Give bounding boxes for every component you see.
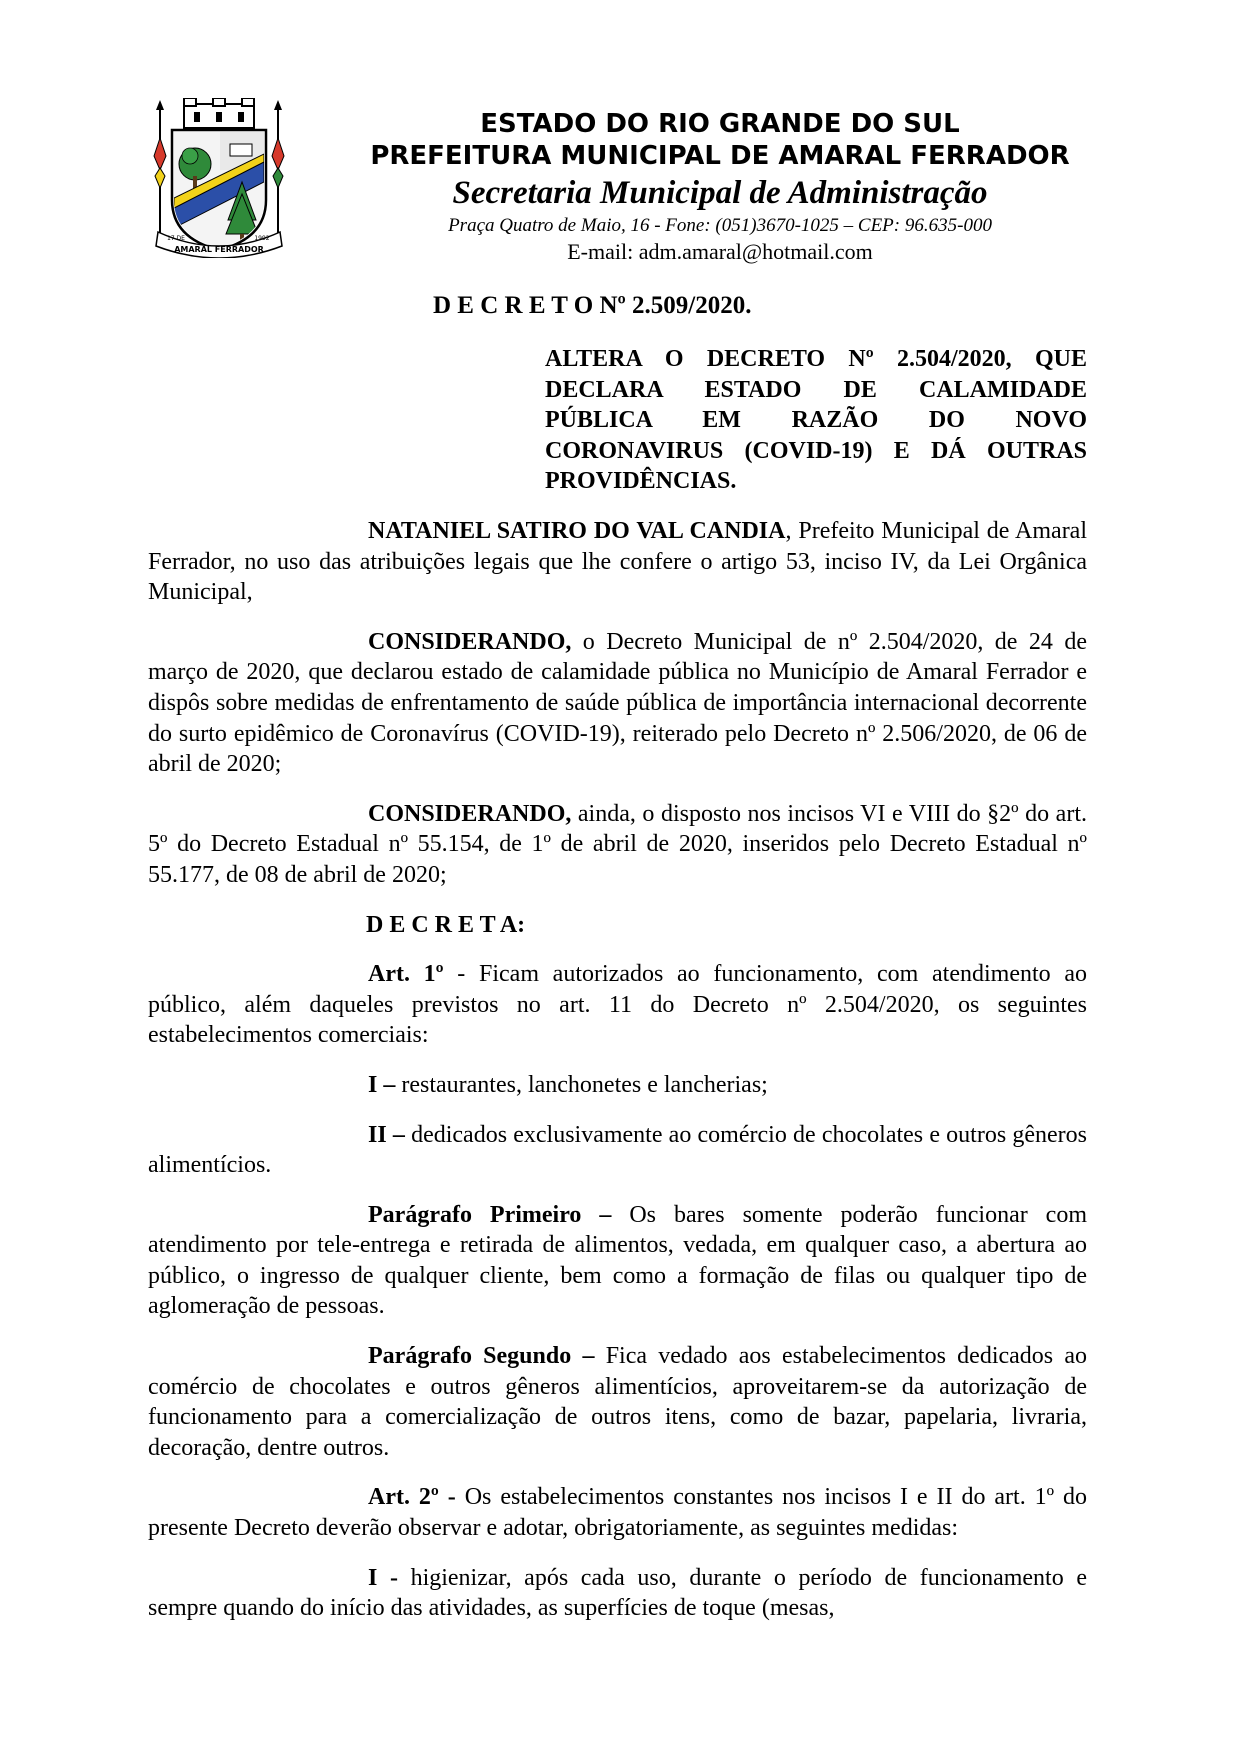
considerando-text-2: ainda, o disposto nos incisos VI e VIII do §2º do art. 5º do Decreto Estadual nº 55.154, de 1º de abril de 2020, inseridos pelo Decreto Estadual nº 55.177, de 08 de abril de 2020; (148, 800, 1087, 888)
paragraph-second-text: Fica vedado aos estabelecimentos dedicados ao comércio de chocolates e outros gêneros alimentícios, aproveitarem-se da autorização de funcionamento para a comercialização de outros itens, como de bazar, papelaria, livraria, decoração, dentre outros. (148, 1343, 1088, 1461)
article-1-text: - Ficam autorizados ao funcionamento, com atendimento ao público, além daqueles previstos no art. 11 do Decreto nº 2.504/2020, os seguintes estabelecimentos comerciais: (148, 961, 1088, 1049)
header-prefecture: PREFEITURA MUNICIPAL DE AMARAL FERRADOR (370, 141, 1070, 171)
decreta-heading: D E C R E T A: (366, 911, 526, 938)
mayor-name: NATANIEL SATIRO DO VAL CANDIA (368, 518, 786, 544)
inciso-1 (148, 1070, 1087, 1101)
considerando-lead-2: CONSIDERANDO, (368, 800, 572, 827)
article-2-lead: Art. 2º - (368, 1484, 456, 1511)
considerando-text-1: o Decreto Municipal de nº 2.504/2020, de 24 de março de 2020, que declarou estado de calamidade pública no Município de Amaral Ferrador e dispôs sobre medidas de enfrentamento de saúde pública de importância internacional decorrente do surto epidêmico de Coronavírus (COVID-19), reiterado pelo Decreto nº 2.506/2020, de 06 de abril de 2020; (148, 628, 1087, 778)
article-1 (148, 959, 1087, 1051)
considerando-paragraph-1 (148, 627, 1087, 780)
coat-of-arms-icon (150, 98, 288, 258)
inciso-2-text: dedicados exclusivamente ao comércio de chocolates e outros gêneros alimentícios. (148, 1121, 1087, 1179)
preamble-paragraph (148, 516, 1087, 608)
crest-banner-text: AMARAL FERRADOR (174, 245, 264, 254)
article-2 (148, 1482, 1087, 1543)
article-2-inciso-1 (148, 1563, 1087, 1624)
article-2-inciso-1-text: higienizar, após cada uso, durante o período de funcionamento e sempre quando do início das atividades, as superfícies de toque (mesas, (148, 1564, 1087, 1622)
article-2-text: Os estabelecimentos constantes nos incisos I e II do art. 1º do presente Decreto deverão observar e adotar, obrigatoriamente, as seguintes medidas: (148, 1484, 1088, 1542)
considerando-lead-1: CONSIDERANDO, (368, 628, 572, 655)
decree-body (148, 516, 1087, 1624)
header-state: ESTADO DO RIO GRANDE DO SUL (480, 109, 960, 139)
paragraph-second (148, 1341, 1087, 1463)
article-2-inciso-1-lead: I - (368, 1564, 398, 1591)
article-1-lead: Art. 1º (368, 961, 444, 988)
paragraph-first-text: Os bares somente poderão funcionar com atendimento por tele-entrega e retirada de alimentos, vedada, em qualquer caso, a abertura ao público, o ingresso de qualquer cliente, bem como a formação de filas ou qualquer tipo de aglomeração de pessoas. (148, 1201, 1087, 1320)
crest-left-text: 17 DE (167, 235, 185, 242)
preamble-text: , Prefeito Municipal de Amaral Ferrador, no uso das atribuições legais que lhe confere o artigo 53, inciso IV, da Lei Orgânica Municipal, (148, 518, 1087, 606)
inciso-1-lead: I – (368, 1071, 396, 1098)
header-email: E-mail: adm.amaral@hotmail.com (567, 239, 873, 264)
paragraph-first (148, 1200, 1087, 1322)
crest-right-text: 1992 (254, 235, 270, 242)
inciso-1-text: restaurantes, lanchonetes e lancherias; (395, 1071, 768, 1098)
decree-title: D E C R E T O Nº 2.509/2020. (433, 292, 752, 319)
header-address: Praça Quatro de Maio, 16 - Fone: (051)3670-1025 – CEP: 96.635-000 (448, 215, 992, 236)
paragraph-second-lead: Parágrafo Segundo – (368, 1343, 595, 1370)
paragraph-first-lead: Parágrafo Primeiro – (368, 1201, 612, 1228)
considerando-paragraph-2 (148, 799, 1087, 891)
inciso-2 (148, 1120, 1087, 1181)
decree-ementa: ALTERA O DECRETO Nº 2.504/2020, QUE DECLARA ESTADO DE CALAMIDADE PÚBLICA EM RAZÃO DO NOVO CORONAVIRUS (COVID-19) E DÁ OUTRAS PROVIDÊNCIAS. (545, 346, 1087, 495)
header-secretariat: Secretaria Municipal de Administração (452, 175, 988, 211)
inciso-2-lead: II – (368, 1121, 405, 1148)
